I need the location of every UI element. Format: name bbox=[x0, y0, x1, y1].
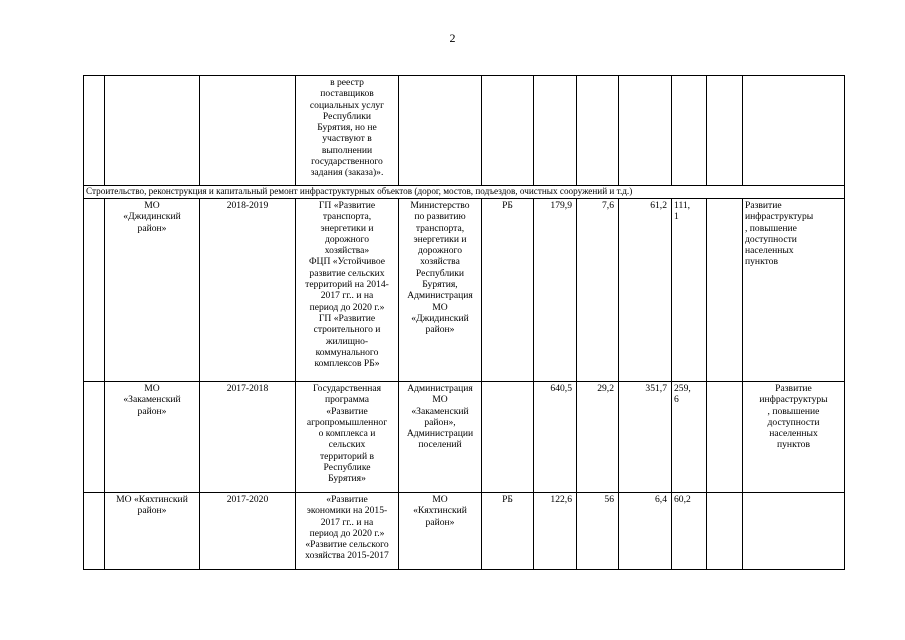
section-heading: Строительство, реконструкция и капитальный ремонт инфраструктурных объектов (дорог, мостов, подъездов, очистных сооружений и т.д.) bbox=[84, 186, 845, 199]
cell-total: 179,9 bbox=[534, 199, 577, 382]
cell-municipality: МО «Кяхтинский район» bbox=[105, 493, 200, 570]
cell-program: в реестр поставщиков социальных услуг Республики Бурятия, но не участвуют в выполнении государственного задания (заказа)». bbox=[296, 76, 399, 186]
cell-v3: 60,2 bbox=[672, 493, 707, 570]
table-row-continued bbox=[84, 76, 845, 186]
cell-result bbox=[743, 76, 845, 186]
cell-municipality: МО «Закаменский район» bbox=[105, 382, 200, 493]
cell-municipality bbox=[105, 76, 200, 186]
cell-executor bbox=[399, 76, 482, 186]
cell-executor: МО «Кяхтинский район» bbox=[399, 493, 482, 570]
table-row bbox=[84, 493, 845, 570]
cell-budget: РБ bbox=[482, 493, 534, 570]
table-row bbox=[84, 199, 845, 382]
page-number: 2 bbox=[449, 31, 456, 45]
cell-v1 bbox=[577, 76, 619, 186]
cell-budget bbox=[482, 382, 534, 493]
cell-index bbox=[84, 76, 105, 186]
section-heading-row bbox=[84, 186, 845, 199]
cell-index bbox=[84, 382, 105, 493]
table-row bbox=[84, 382, 845, 493]
cell-v3: 111, 1 bbox=[672, 199, 707, 382]
cell-program: «Развитие экономики на 2015- 2017 гг.. и на период до 2020 г.» «Развитие сельского хозяйства 2015-2017 bbox=[296, 493, 399, 570]
cell-total: 122,6 bbox=[534, 493, 577, 570]
cell-v2: 6,4 bbox=[619, 493, 672, 570]
cell-period bbox=[200, 76, 296, 186]
cell-v2: 351,7 bbox=[619, 382, 672, 493]
cell-total bbox=[534, 76, 577, 186]
cell-result: Развитие инфраструктуры , повышение доступности населенных пунктов bbox=[743, 199, 845, 382]
cell-result: Развитие инфраструктуры , повышение доступности населенных пунктов bbox=[743, 382, 845, 493]
cell-v3 bbox=[672, 76, 707, 186]
cell-program: Государственная программа «Развитие агропромышленног о комплекса и сельских территорий в Республике Бурятия» bbox=[296, 382, 399, 493]
cell-budget: РБ bbox=[482, 199, 534, 382]
cell-v4 bbox=[707, 76, 743, 186]
cell-v3: 259, 6 bbox=[672, 382, 707, 493]
cell-v1: 56 bbox=[577, 493, 619, 570]
cell-period: 2017-2018 bbox=[200, 382, 296, 493]
program-table bbox=[83, 75, 845, 570]
cell-total: 640,5 bbox=[534, 382, 577, 493]
cell-program: ГП «Развитие транспорта, энергетики и дорожного хозяйства» ФЦП «Устойчивое развитие сельских территорий на 2014- 2017 гг.. и на период до 2020 г.» ГП «Развитие строительного и жилищно- коммунального комплексов РБ» bbox=[296, 199, 399, 382]
cell-result bbox=[743, 493, 845, 570]
cell-v4 bbox=[707, 493, 743, 570]
cell-v2: 61,2 bbox=[619, 199, 672, 382]
cell-v4 bbox=[707, 382, 743, 493]
cell-executor: Министерство по развитию транспорта, энергетики и дорожного хозяйства Республики Бурятия, Администрация МО «Джидинский район» bbox=[399, 199, 482, 382]
cell-index bbox=[84, 199, 105, 382]
cell-v1: 7,6 bbox=[577, 199, 619, 382]
cell-executor: Администрация МО «Закаменский район», Администрации поселений bbox=[399, 382, 482, 493]
cell-period: 2018-2019 bbox=[200, 199, 296, 382]
cell-municipality: МО «Джидинский район» bbox=[105, 199, 200, 382]
cell-index bbox=[84, 493, 105, 570]
cell-budget bbox=[482, 76, 534, 186]
cell-period: 2017-2020 bbox=[200, 493, 296, 570]
cell-v2 bbox=[619, 76, 672, 186]
cell-v4 bbox=[707, 199, 743, 382]
cell-v1: 29,2 bbox=[577, 382, 619, 493]
